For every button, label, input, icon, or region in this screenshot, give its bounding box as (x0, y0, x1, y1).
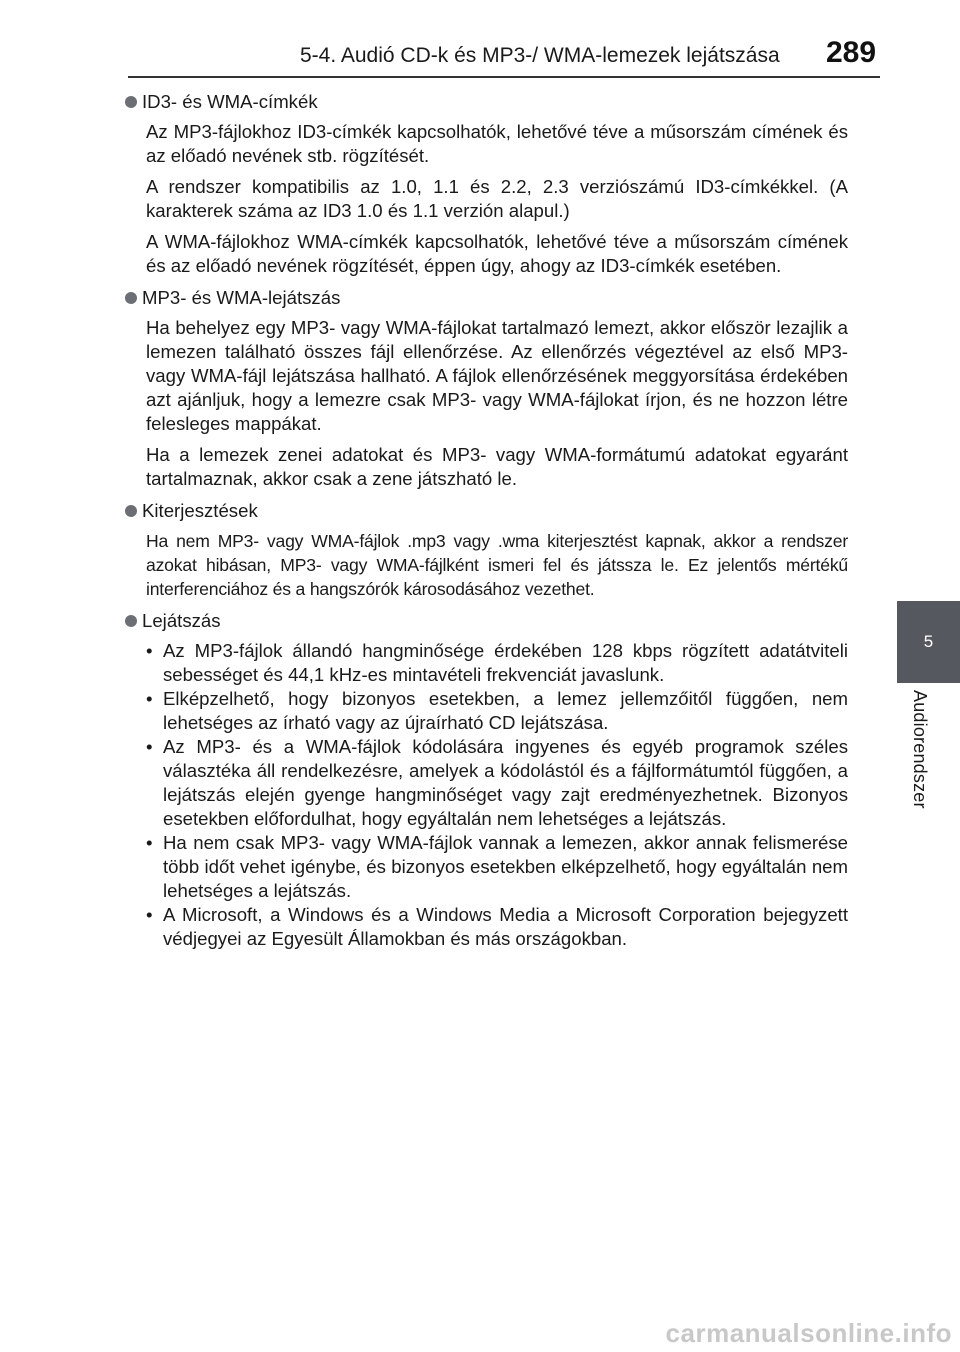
list-item (146, 735, 848, 831)
list-item-text: Elképzelhető, hogy bizonyos esetekben, a lemez jellemzőitől függően, nem lehetséges az írható vagy az újraírható CD lejátszása. (163, 688, 848, 733)
section-id3-tags (128, 90, 848, 278)
paragraph: Ha nem MP3- vagy WMA-fájlok .mp3 vagy .wma kiterjesztést kapnak, akkor a rendszer azokat hibásan, MP3- vagy WMA-fájlként ismeri fel és játssza le. Ez jelentős mértékű interferenciához és a hangszórók károsodásához vezethet. (146, 531, 848, 599)
bullet-dot-icon (125, 96, 137, 108)
chapter-tab (897, 601, 960, 683)
list-item (146, 903, 848, 951)
bullet-dot-icon (125, 505, 137, 517)
section-title: 5-4. Audió CD-k és MP3-/ WMA-lemezek lejátszása (300, 44, 780, 67)
bullet-dot-icon (125, 292, 137, 304)
list-item-text: Az MP3-fájlok állandó hangminősége érdekében 128 kbps rögzített adatátviteli sebességet és 44,1 kHz-es mintavételi frekvenciát javaslunk. (163, 640, 848, 685)
section-heading-text: MP3- és WMA-lejátszás (142, 287, 341, 308)
section-playback-mp3-wma (128, 286, 848, 491)
section-heading (125, 609, 848, 633)
section-heading (125, 286, 848, 310)
playback-list (146, 639, 848, 951)
page-content (128, 90, 848, 959)
section-heading-text: Kiterjesztések (142, 500, 258, 521)
list-item-text: Az MP3- és a WMA-fájlok kódolására ingyenes és egyéb programok széles választéka áll rendelkezésre, amelyek a kódolástól és a fájlformátumtól függően, a lejátszás elején gyenge hangminőséget vagy zajt eredményezhetnek. Bizonyos esetekben előfordulhat, hogy egyáltalán nem lehetséges a lejátszás. (163, 736, 848, 829)
section-heading (125, 90, 848, 114)
section-extensions (128, 499, 848, 601)
section-heading (125, 499, 848, 523)
section-heading-text: ID3- és WMA-címkék (142, 91, 318, 112)
list-bullet-icon: • (146, 904, 153, 925)
list-item-text: A Microsoft, a Windows és a Windows Media a Microsoft Corporation bejegyzett védjegyei az Egyesült Államokban és más országokban. (163, 904, 848, 949)
paragraph: Az MP3-fájlokhoz ID3-címkék kapcsolhatók, lehetővé téve a műsorszám címének és az előadó nevének stb. rögzítését. (146, 121, 848, 166)
paragraph: A rendszer kompatibilis az 1.0, 1.1 és 2.2, 2.3 verziószámú ID3-címkékkel. (A karakterek száma az ID3 1.0 és 1.1 verzión alapul.) (146, 176, 848, 221)
section-playback (128, 609, 848, 951)
paragraph: Ha behelyez egy MP3- vagy WMA-fájlokat tartalmazó lemezt, akkor először lezajlik a lemezen található összes fájl ellenőrzése. Az ellenőrzés végeztével az első MP3- vagy WMA-fájl lejátszása hallható. A fájlok ellenőrzésének meggyorsítása érdekében azt ajánljuk, hogy a lemezre csak MP3- vagy WMA-fájlokat írjon, és ne hozzon létre felesleges mappákat. (146, 317, 848, 434)
list-bullet-icon: • (146, 640, 153, 661)
header-rule (128, 76, 880, 78)
list-item (146, 639, 848, 687)
watermark: carmanualsonline.info (665, 1318, 952, 1348)
list-bullet-icon: • (146, 688, 153, 709)
chapter-label: Audiorendszer (910, 690, 930, 809)
paragraph: A WMA-fájlokhoz WMA-címkék kapcsolhatók, lehetővé téve a műsorszám címének és az előadó nevének rögzítését, éppen úgy, ahogy az ID3-címkék esetében. (146, 231, 848, 276)
paragraph: Ha a lemezek zenei adatokat és MP3- vagy WMA-formátumú adatokat egyaránt tartalmaznak, akkor csak a zene játszható le. (146, 444, 848, 489)
list-item (146, 687, 848, 735)
section-heading-text: Lejátszás (142, 610, 221, 631)
list-bullet-icon: • (146, 736, 153, 757)
bullet-dot-icon (125, 615, 137, 627)
list-bullet-icon: • (146, 832, 153, 853)
page-number: 289 (826, 36, 877, 69)
page-header (0, 0, 960, 80)
chapter-number: 5 (923, 632, 934, 651)
list-item (146, 831, 848, 903)
list-item-text: Ha nem csak MP3- vagy WMA-fájlok vannak a lemezen, akkor annak felismerése több időt vehet igénybe, és bizonyos esetekben elképzelhető, hogy egyáltalán nem lehetséges a lejátszás. (163, 832, 848, 901)
